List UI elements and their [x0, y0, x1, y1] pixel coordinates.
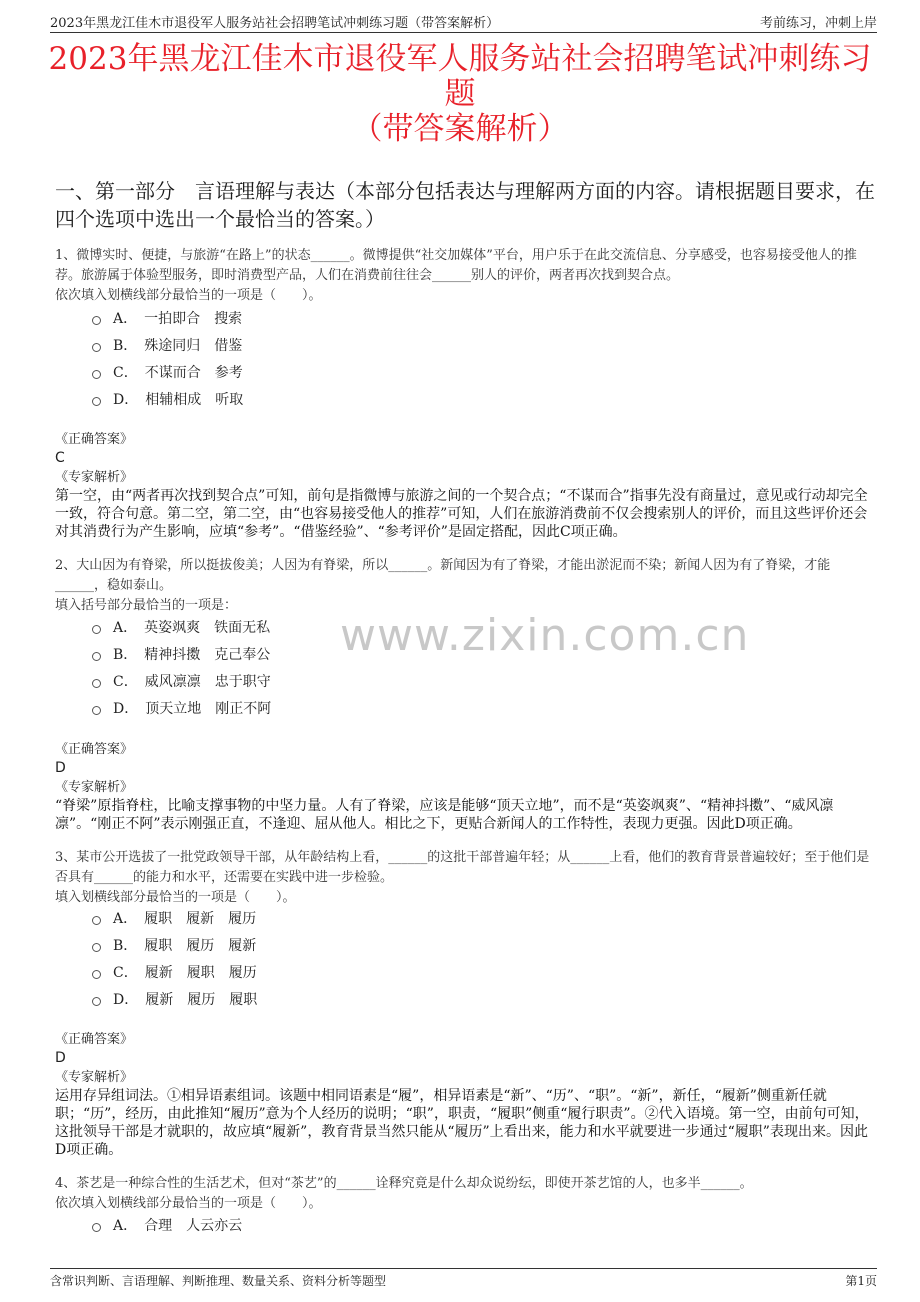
options-2: [92, 613, 271, 721]
radio-icon[interactable]: [92, 625, 101, 634]
option-a[interactable]: A． 一拍即合 搜索: [92, 304, 243, 331]
answer-block-2: [55, 740, 875, 833]
options-4: [92, 1211, 242, 1238]
question-prompt: 填入划横线部分最恰当的一项是（ ）。: [55, 890, 296, 905]
analysis-text: 第一空，由“两者再次找到契合点”可知，前句是指微博与旅游之间的一个契合点；“不谋而合”指事先没有商量过，意见或行动却完全一致，符合句意。第二空，第二空，由“也容易接受他人的推荐”可知，人们在旅游消费前不仅会搜索别人的评价，而且这些评价还会对其消费行为产生影响，应填“参考”。“借鉴经验”、“参考评价”是固定搭配，因此C项正确。: [55, 488, 868, 540]
radio-icon[interactable]: [92, 1223, 101, 1232]
question-prompt: 依次填入划横线部分最恰当的一项是（ ）。: [55, 288, 322, 303]
analysis-label: 《专家解析》: [55, 780, 134, 795]
analysis-text: 运用存异组词法。①相异语素组词。该题中相同语素是“履”，相异语素是“新”、“历”、“职”。“新”，新任，“履新”侧重新任就职；“历”，经历，由此推知“履历”意为个人经历的说明；“职”，职责，“履职”侧重“履行职责”。②代入语境。第一空，由前句可知，这批领导干部是才就职的，故应填“履新”，教育背景当然只能从“履历”上看出来，能力和水平就要进一步通过“履职”表现出来。因此D项正确。: [55, 1088, 869, 1158]
option-d[interactable]: D． 顶天立地 刚正不阿: [92, 694, 271, 721]
options-1: [92, 304, 243, 412]
answer-label: 《正确答案》: [55, 742, 134, 757]
option-b[interactable]: B． 殊途同归 借鉴: [92, 331, 243, 358]
section-heading: 一、第一部分 言语理解与表达（本部分包括表达与理解两方面的内容。请根据题目要求，在四个选项中选出一个最恰当的答案。）: [55, 179, 875, 231]
answer-block-1: [55, 430, 875, 541]
document-title: [40, 42, 880, 147]
title-line-2: （带答案解析）: [351, 111, 569, 147]
question-2: [55, 556, 875, 616]
option-a[interactable]: A． 合理 人云亦云: [92, 1211, 242, 1238]
page-header: [50, 10, 877, 33]
radio-icon[interactable]: [92, 943, 101, 952]
option-a[interactable]: A． 履职 履新 履历: [92, 904, 257, 931]
radio-icon[interactable]: [92, 997, 101, 1006]
option-d[interactable]: D． 相辅相成 听取: [92, 385, 243, 412]
answer-letter: D: [55, 760, 66, 776]
header-doc-title: 2023年黑龙江佳木市退役军人服务站社会招聘笔试冲刺练习题（带答案解析）: [50, 16, 500, 31]
option-b[interactable]: B． 履职 履历 履新: [92, 931, 257, 958]
radio-icon[interactable]: [92, 679, 101, 688]
radio-icon[interactable]: [92, 370, 101, 379]
radio-icon[interactable]: [92, 970, 101, 979]
question-stem: 4、茶艺是一种综合性的生活艺术，但对“茶艺”的______诠释究竟是什么却众说纷纭，即使开茶艺馆的人，也多半______。: [55, 1176, 753, 1191]
radio-icon[interactable]: [92, 916, 101, 925]
title-line-1: 2023年黑龙江佳木市退役军人服务站社会招聘笔试冲刺练习题: [48, 41, 872, 112]
question-prompt: 依次填入划横线部分最恰当的一项是（ ）。: [55, 1196, 322, 1211]
question-prompt: 填入括号部分最恰当的一项是：: [55, 598, 238, 613]
answer-label: 《正确答案》: [55, 1032, 134, 1047]
radio-icon[interactable]: [92, 316, 101, 325]
options-3: [92, 904, 257, 1012]
option-d[interactable]: D． 履新 履历 履职: [92, 985, 257, 1012]
option-c[interactable]: C． 威风凛凛 忠于职守: [92, 667, 271, 694]
radio-icon[interactable]: [92, 343, 101, 352]
answer-letter: C: [55, 450, 65, 466]
page-footer: [50, 1268, 877, 1289]
question-3: [55, 848, 875, 908]
analysis-label: 《专家解析》: [55, 1070, 134, 1085]
answer-label: 《正确答案》: [55, 432, 134, 447]
analysis-text: “脊梁”原指脊柱，比喻支撑事物的中坚力量。人有了脊梁，应该是能够“顶天立地”，而不是“英姿飒爽”、“精神抖擞”、“威风凛凛”。“刚正不阿”表示刚强正直，不逢迎、屈从他人。相比之下，更贴合新闻人的工作特性，表现力更强。因此D项正确。: [55, 798, 834, 832]
question-stem: 1、微博实时、便捷，与旅游“在路上”的状态______。微博提供“社交加媒体”平台，用户乐于在此交流信息、分享感受，也容易接受他人的推荐。旅游属于体验型服务，即时消费型产品，人们在消费前往往会______别人的评价，两者再次找到契合点。: [55, 248, 857, 283]
footer-topics: 含常识判断、言语理解、判断推理、数量关系、资料分析等题型: [50, 1274, 387, 1288]
analysis-label: 《专家解析》: [55, 470, 134, 485]
question-stem: 2、大山因为有脊梁，所以挺拔俊美；人因为有脊梁，所以______。新闻因为有了脊梁，才能出淤泥而不染；新闻人因为有了脊梁，才能______，稳如泰山。: [55, 558, 831, 593]
option-c[interactable]: C． 不谋而合 参考: [92, 358, 243, 385]
radio-icon[interactable]: [92, 652, 101, 661]
question-1: [55, 246, 875, 306]
option-c[interactable]: C． 履新 履职 履历: [92, 958, 257, 985]
header-slogan: 考前练习，冲刺上岸: [759, 16, 877, 31]
question-stem: 3、某市公开选拔了一批党政领导干部，从年龄结构上看，______的这批干部普遍年轻；从______上看，他们的教育背景普遍较好；至于他们是否具有______的能力和水平，还需要在实践中进一步检验。: [55, 850, 870, 885]
option-b[interactable]: B． 精神抖擞 克己奉公: [92, 640, 271, 667]
answer-block-3: [55, 1030, 875, 1159]
watermark: www.zixin.com.cn: [340, 610, 750, 661]
option-a[interactable]: A． 英姿飒爽 铁面无私: [92, 613, 271, 640]
question-4: [55, 1174, 875, 1214]
radio-icon[interactable]: [92, 706, 101, 715]
answer-letter: D: [55, 1050, 66, 1066]
page-number: 第1页: [845, 1274, 877, 1288]
radio-icon[interactable]: [92, 397, 101, 406]
